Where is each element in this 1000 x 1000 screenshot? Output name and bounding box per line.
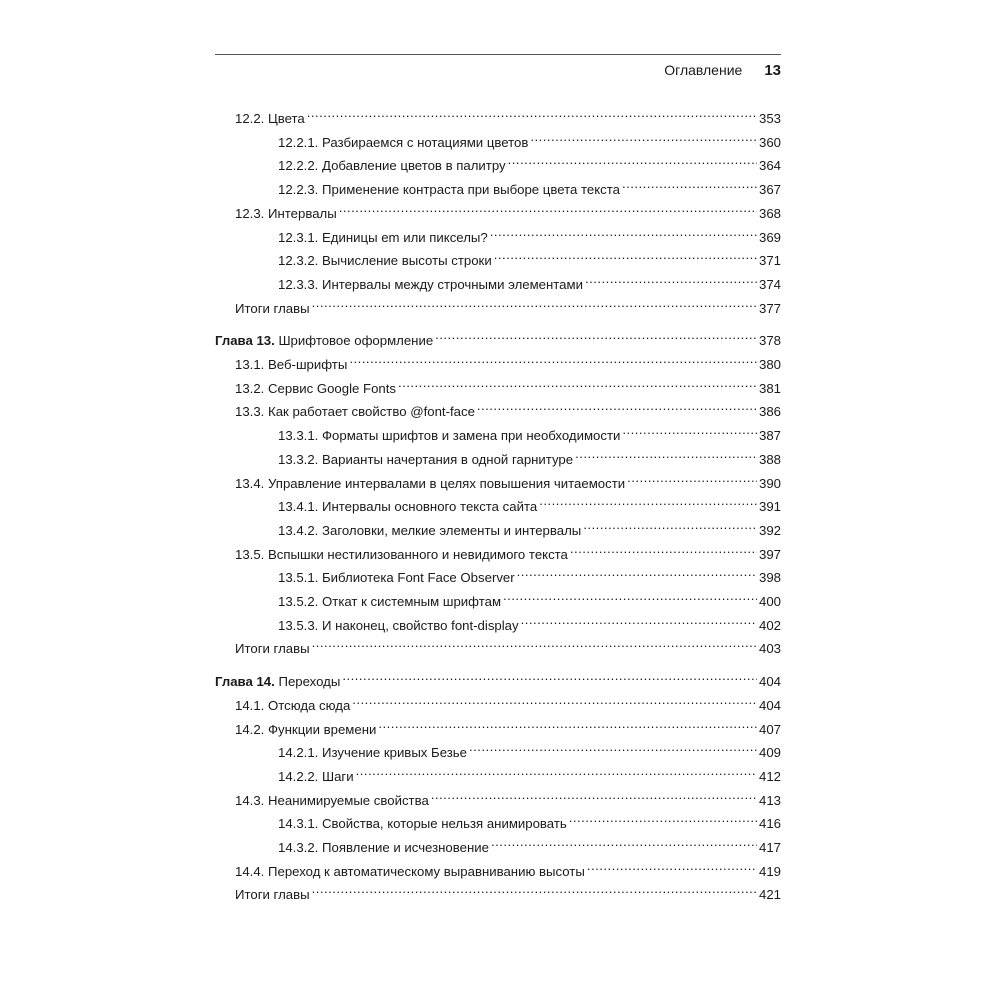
toc-section-title: Изучение кривых Безье [322, 745, 468, 761]
toc-section-number: 14.3.2. [278, 840, 319, 855]
toc-page-number: 388 [758, 451, 781, 467]
toc-page-number: 398 [758, 570, 781, 586]
toc-section-number: 14.2.2. [278, 768, 319, 784]
toc-section-title: Цвета [268, 111, 305, 126]
toc-entry [215, 373, 781, 396]
toc-dot-leader [517, 562, 757, 582]
toc-section-number: 14.3. [235, 792, 265, 808]
toc-entry [215, 127, 781, 150]
toc-dot-leader [587, 856, 757, 876]
toc-entry [215, 349, 781, 372]
toc-entry [215, 174, 781, 198]
toc-page-number: 417 [758, 840, 781, 855]
toc-section-number: 12.2.1. [278, 134, 319, 150]
toc-section-title: Интервалы между строчными элементами [322, 276, 583, 292]
toc-entry [215, 539, 781, 562]
toc-section-title: Варианты начертания в одной гарнитуре [322, 451, 574, 467]
toc-page-number: 391 [758, 499, 781, 515]
toc-entry [215, 491, 781, 515]
toc-entry [215, 293, 781, 316]
toc-section-number: 13.3. [235, 404, 265, 420]
toc-dot-leader [477, 396, 757, 416]
toc-section-title: Форматы шрифтов и замена при необходимости [322, 428, 621, 444]
toc-section-number: 14.2. [235, 721, 265, 737]
toc-section-title: Появление и исчезновение [322, 840, 489, 855]
toc-section-title: Откат к системным шрифтам [322, 594, 502, 609]
toc-section-title: Шрифтовое оформление [278, 333, 434, 349]
toc-entry [215, 610, 781, 633]
toc-dot-leader [539, 491, 757, 511]
toc-page-number: 367 [758, 182, 781, 198]
running-header [215, 62, 781, 92]
toc-entry [215, 785, 781, 808]
toc-section-title: Управление интервалами в целях повышения читаемости [268, 475, 626, 491]
toc-dot-leader [312, 633, 757, 653]
toc-section-number: 13.2. [235, 380, 265, 396]
toc-entry [215, 444, 781, 467]
toc-section-title: Заголовки, мелкие элементы и интервалы [322, 522, 582, 538]
toc-section-number: 13.5.3. [278, 617, 319, 633]
toc-section-title: Итоги главы [235, 887, 310, 903]
toc-section-number: 12.2.3. [278, 182, 319, 198]
toc-entry [215, 468, 781, 491]
toc-section-title: Применение контраста при выборе цвета текста [322, 182, 620, 198]
toc-page-number: 368 [758, 205, 781, 221]
toc-section-title: Переходы [278, 674, 341, 690]
toc-entry [215, 714, 781, 737]
toc-section-number: 12.3.2. [278, 253, 319, 269]
toc-chapter-entry [215, 325, 781, 349]
toc-entry [215, 245, 781, 269]
toc-section-number: 12.3. [235, 205, 265, 221]
toc-entry [215, 150, 781, 174]
toc-page-number: 407 [758, 721, 781, 737]
toc-section-title: Функции времени [268, 721, 377, 737]
toc-dot-leader [569, 808, 757, 828]
toc-entry [215, 515, 781, 538]
toc-entry-label [235, 639, 310, 659]
toc-section-number: 12.3.1. [278, 229, 319, 245]
toc-chapter-label: Глава 13. [215, 333, 275, 349]
toc-page-number: 381 [758, 380, 781, 396]
toc-entry [215, 420, 781, 444]
toc-section-title: Итоги главы [235, 300, 310, 316]
toc-section-number: 13.4. [235, 475, 265, 491]
toc-section-number: 12.2. [235, 111, 265, 126]
toc-page-number: 380 [758, 357, 781, 372]
toc-entry [215, 690, 781, 713]
toc-page-number: 419 [758, 863, 781, 879]
toc-section-number: 12.2.2. [278, 158, 319, 174]
toc-page-number: 404 [758, 697, 781, 713]
toc-section-title: Разбираемся с нотациями цветов [322, 134, 529, 150]
toc-section-number: 13.1. [235, 357, 265, 372]
toc-page-number: 416 [758, 816, 781, 832]
toc-entry [215, 737, 781, 761]
toc-dot-leader [490, 222, 757, 242]
toc-section-title: Веб-шрифты [268, 357, 348, 372]
toc-dot-leader [435, 325, 757, 345]
toc-section-title: Переход к автоматическому выравниванию высоты [268, 863, 585, 879]
toc-section-number: 14.1. [235, 697, 265, 713]
header-page-number: 13 [764, 62, 781, 79]
toc-page-number: 386 [758, 404, 781, 420]
toc-dot-leader [530, 127, 757, 147]
header-rule [215, 54, 781, 55]
toc-section-title: Библиотека Font Face Observer [322, 570, 515, 586]
toc-page-number: 369 [758, 229, 781, 245]
toc-dot-leader [349, 349, 757, 369]
toc-dot-leader [469, 737, 757, 757]
toc-page-number: 371 [758, 253, 781, 269]
toc-entry [215, 222, 781, 245]
toc-entry [215, 832, 781, 855]
toc-dot-leader [494, 245, 757, 265]
toc-section-title: Сервис Google Fonts [268, 380, 397, 396]
toc-section-number: 13.5. [235, 546, 265, 562]
toc-page-number: 403 [758, 641, 781, 657]
toc-page-number: 400 [758, 594, 781, 609]
toc-dot-leader [585, 269, 757, 289]
toc-section-number: 13.4.2. [278, 522, 319, 538]
toc-section-title: Как работает свойство @font-face [268, 404, 475, 420]
toc-entry [215, 198, 781, 221]
toc-dot-leader [627, 468, 757, 488]
toc-entry [215, 808, 781, 832]
toc-entry [215, 269, 781, 292]
toc-dot-leader [575, 444, 757, 464]
toc-page-number: 421 [758, 887, 781, 903]
toc-section-number: 14.4. [235, 863, 265, 879]
toc-dot-leader [307, 103, 757, 123]
toc-dot-leader [508, 150, 757, 170]
header-title: Оглавление [664, 62, 743, 78]
toc-section-number: 13.4.1. [278, 499, 319, 515]
toc-dot-leader [622, 420, 757, 440]
toc-section-number: 13.3.2. [278, 451, 319, 467]
toc-page-number: 397 [758, 546, 781, 562]
toc-dot-leader [342, 666, 757, 686]
toc-section-title: Интервалы основного текста сайта [322, 499, 538, 515]
toc-dot-leader [491, 832, 757, 852]
toc-page-number: 387 [758, 428, 781, 444]
toc-page-number: 402 [758, 617, 781, 633]
toc-section-number: 14.3.1. [278, 816, 319, 832]
toc-section-title: Неанимируемые свойства [268, 792, 429, 808]
toc-entry [215, 856, 781, 879]
toc-section-title: Отсюда сюда [268, 697, 351, 713]
toc-dot-leader [398, 373, 757, 393]
toc-page-number: 404 [758, 674, 781, 690]
toc-entry [215, 562, 781, 586]
toc-dot-leader [570, 539, 757, 559]
book-page [215, 54, 781, 903]
toc-dot-leader [622, 174, 757, 194]
toc-entry [215, 633, 781, 657]
toc-chapter-entry [215, 666, 781, 690]
toc-section-title: Единицы em или пикселы? [322, 229, 488, 245]
toc-page-number: 377 [758, 300, 781, 316]
toc-section-number: 13.3.1. [278, 428, 319, 444]
toc-page-number: 413 [758, 792, 781, 808]
toc-page-number: 390 [758, 475, 781, 491]
toc-page-number: 364 [758, 158, 781, 174]
toc-section-title: Итоги главы [235, 641, 310, 657]
toc-section-title: Шаги [322, 768, 354, 784]
toc-section-title: Интервалы [268, 205, 337, 221]
toc-chapter-label: Глава 14. [215, 674, 275, 690]
toc-entry [215, 879, 781, 903]
toc-dot-leader [503, 586, 757, 606]
toc-page-number: 360 [758, 134, 781, 150]
toc-section-title: Вычисление высоты строки [322, 253, 492, 269]
toc-page-number: 374 [758, 276, 781, 292]
toc-dot-leader [356, 761, 757, 781]
toc-section-title: Свойства, которые нельзя анимировать [322, 816, 567, 832]
toc-section-title: Вспышки нестилизованного и невидимого текста [268, 546, 568, 562]
toc-section-number: 14.2.1. [278, 745, 319, 761]
toc-dot-leader [583, 515, 757, 535]
toc-section-title: Добавление цветов в палитру [322, 158, 506, 174]
toc-dot-leader [352, 690, 757, 710]
toc-dot-leader [312, 293, 757, 313]
toc-entry [215, 586, 781, 609]
toc-entry [215, 396, 781, 420]
toc-entry [215, 103, 781, 126]
toc-dot-leader [521, 610, 757, 630]
toc-dot-leader [339, 198, 757, 218]
toc-page-number: 409 [758, 745, 781, 761]
toc-entry-label [235, 299, 310, 319]
toc-entry-label [235, 885, 310, 905]
toc-section-number: 12.3.3. [278, 276, 319, 292]
toc-dot-leader [431, 785, 757, 805]
toc-entry [215, 761, 781, 784]
toc-page-number: 353 [758, 111, 781, 126]
toc-section-number: 13.5.1. [278, 570, 319, 586]
toc-dot-leader [312, 879, 757, 899]
toc-page-number: 412 [758, 768, 781, 784]
toc-page-number: 392 [758, 522, 781, 538]
toc-section-number: 13.5.2. [278, 594, 319, 609]
toc-section-title: И наконец, свойство font-display [322, 617, 519, 633]
toc-page-number: 378 [758, 333, 781, 349]
toc-dot-leader [378, 714, 757, 734]
